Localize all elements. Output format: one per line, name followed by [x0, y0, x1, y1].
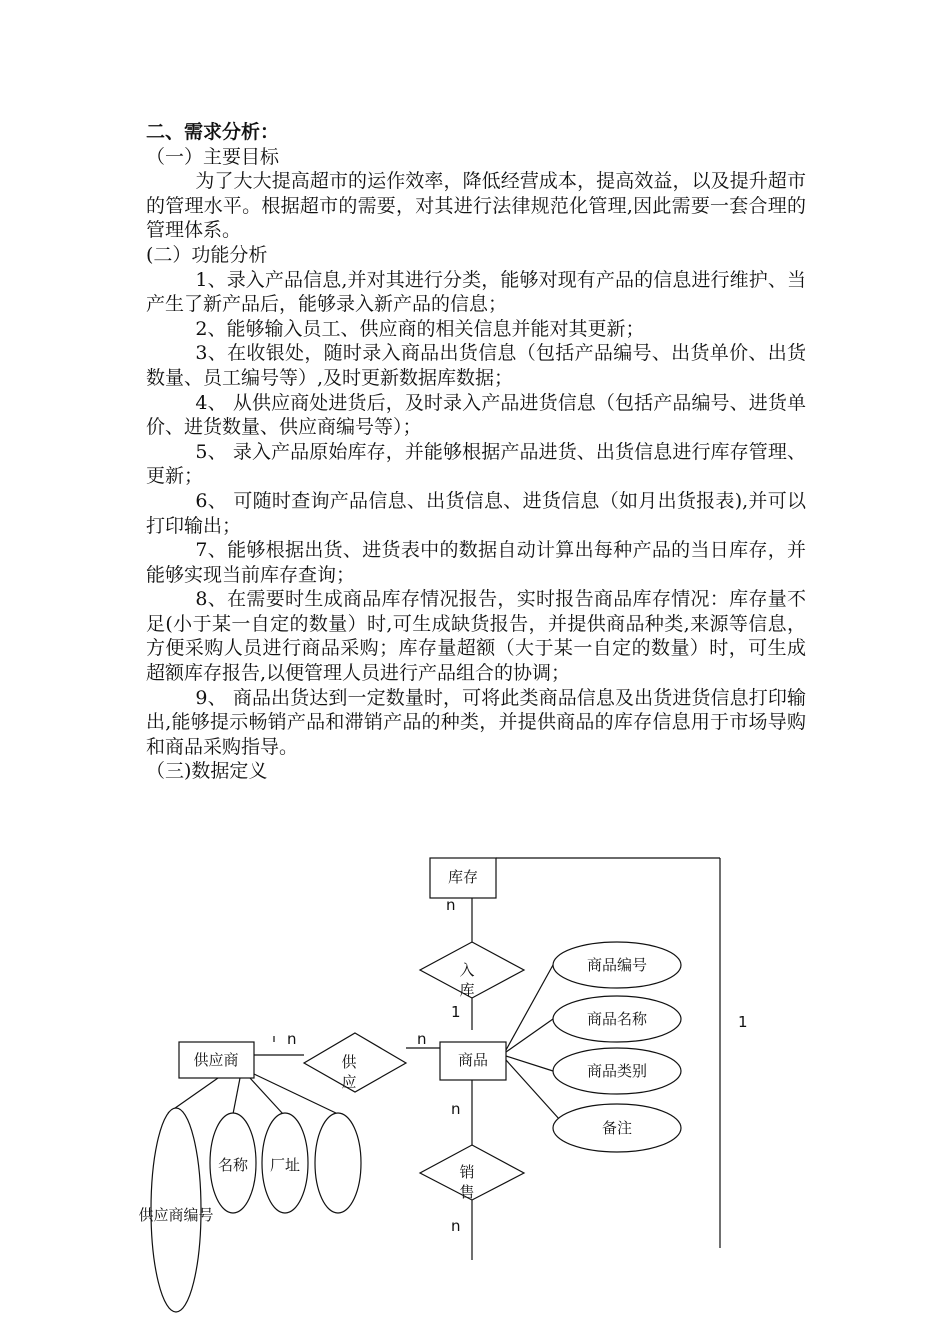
cardinality-label: 1 [738, 1013, 748, 1031]
function-item: 9、 商品出货达到一定数量时，可将此类商品信息及出货进货信息打印输出,能够提示畅销产品和滞销产品的种类，并提供商品的库存信息用于市场导购和商品采购指导。 [146, 686, 806, 758]
product-attr-line [506, 1019, 553, 1052]
attr-supplier-name-label: 名称 [217, 1156, 249, 1174]
cardinality-label: n [446, 896, 456, 914]
er-diagram [0, 830, 950, 1344]
goal-title: （一）主要目标 [146, 145, 280, 168]
relation-sale-label: 售 [459, 1183, 475, 1201]
supplier-attr-line [233, 1078, 240, 1114]
attr-supplier-id-label: 供应商编号 [138, 1206, 214, 1224]
data-definition-title: （三)数据定义 [146, 760, 268, 783]
function-item: 7、能够根据出货、进货表中的数据自动计算出每种产品的当日库存，并能够实现当前库存查询； [146, 539, 806, 586]
goal-text: 为了大大提高超市的运作效率，降低经营成本，提高效益，以及提升超市的管理水平。根据超市的需要，对其进行法律规范化管理,因此需要一套合理的管理体系。 [146, 170, 806, 242]
relation-stock-in-label: 入 [459, 961, 475, 979]
relation-supply-label: 供 [341, 1053, 357, 1071]
cardinality-label: n [451, 1100, 461, 1118]
function-item: 1、录入产品信息,并对其进行分类，能够对现有产品的信息进行维护、当产生了新产品后，能够录入新产品的信息； [146, 268, 806, 316]
attr-product-id-label: 商品编号 [586, 956, 648, 974]
cardinality-label: n [287, 1030, 297, 1048]
function-item: 3、在收银处，随时录入商品出货信息（包括产品编号、出货单价、出货数量、员工编号等）,及时更新数据库数据； [146, 342, 806, 389]
entity-inventory-label: 库存 [447, 868, 479, 886]
attr-product-name-label: 商品名称 [586, 1010, 648, 1028]
function-title: (二）功能分析 [146, 243, 268, 266]
relation-stock-in-label: 库 [459, 981, 475, 999]
supplier-attr-line [250, 1078, 283, 1114]
document-body [146, 120, 806, 784]
function-item: 5、 录入产品原始库存，并能够根据产品进货、出货信息进行库存管理、更新； [146, 440, 806, 488]
attr-supplier-address-label: 厂址 [269, 1156, 301, 1174]
cardinality-label: 1 [451, 1003, 461, 1021]
cardinality-label: n [417, 1030, 427, 1048]
product-attr-line [506, 965, 553, 1050]
relation-sale-label: 销 [459, 1163, 475, 1181]
relation-supply-label: 应 [341, 1073, 357, 1091]
supplier-attr-line [254, 1074, 338, 1114]
function-item: 2、能够输入员工、供应商的相关信息并能对其更新； [195, 317, 645, 340]
cardinality-label: n [451, 1217, 461, 1235]
entity-product-label: 商品 [457, 1051, 489, 1069]
attr-product-note-label: 备注 [601, 1119, 633, 1137]
entity-supplier-label: 供应商 [193, 1051, 239, 1069]
product-attr-line [506, 1056, 553, 1071]
section-title: 二、需求分析： [146, 121, 280, 143]
function-item: 6、 可随时查询产品信息、出货信息、进货信息（如月出货报表),并可以打印输出； [146, 489, 806, 537]
attr-product-category-label: 商品类别 [586, 1062, 648, 1080]
product-attr-line [506, 1060, 560, 1120]
function-item: 4、 从供应商处进货后，及时录入产品进货信息（包括产品编号、进货单价、进货数量、供应商编号等）； [146, 391, 806, 439]
attr-supplier-blank [315, 1113, 361, 1213]
function-item: 8、在需要时生成商品库存情况报告，实时报告商品库存情况：库存量不足(小于某一自定的数量）时,可生成缺货报告，并提供商品种类,来源等信息，方便采购人员进行商品采购；库存量超额（大于某一自定的数量）时，可生成超额库存报告,以便管理人员进行产品组合的协调； [146, 588, 806, 685]
